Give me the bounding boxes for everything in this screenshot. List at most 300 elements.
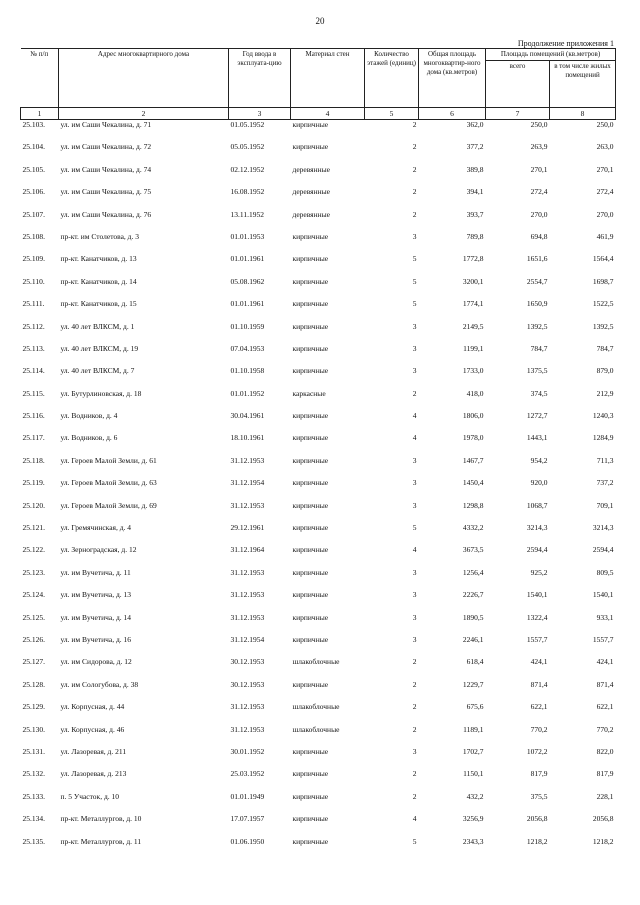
row-material: кирпичные [292, 343, 329, 353]
row-premises-living: 1564,4 [592, 254, 614, 264]
row-floors: 3 [412, 478, 417, 488]
row-number: 25.126. [22, 634, 45, 644]
row-floors: 3 [412, 343, 417, 353]
column-number: 6 [419, 108, 486, 120]
row-address: ул. им Вучетича, д. 11 [60, 567, 131, 577]
row-premises-all: 1072,2 [526, 746, 548, 756]
row-year: 31.12.1953 [230, 702, 265, 712]
row-total-area: 3200,1 [462, 276, 484, 286]
header-address: Адрес многоквартирного дома [59, 49, 229, 108]
row-address: ул. Водников, д. 6 [60, 433, 118, 443]
header-living: в том числе жилых помещений [550, 61, 616, 108]
housing-table [20, 48, 616, 859]
row-material: деревянные [292, 209, 331, 219]
row-total-area: 618,4 [466, 657, 484, 667]
row-year: 01.10.1959 [230, 321, 265, 331]
row-total-area: 1450,4 [462, 478, 484, 488]
row-number: 25.105. [22, 164, 45, 174]
row-floors: 2 [412, 388, 417, 398]
row-address: п. 5 Участок, д. 10 [60, 791, 120, 801]
row-material: кирпичные [292, 411, 329, 421]
row-floors: 5 [412, 836, 417, 846]
row-premises-all: 1392,5 [526, 321, 548, 331]
row-address: ул. Корпусная, д. 46 [60, 724, 125, 734]
row-address: ул. им Вучетича, д. 14 [60, 612, 132, 622]
row-floors: 3 [412, 321, 417, 331]
table-row [21, 165, 616, 187]
row-premises-all: 2594,4 [526, 545, 548, 555]
row-year: 01.05.1952 [230, 120, 265, 129]
row-floors: 3 [412, 231, 417, 241]
row-address: ул. Гремячинская, д. 4 [60, 523, 132, 533]
row-number: 25.132. [22, 769, 45, 779]
row-floors: 3 [412, 366, 417, 376]
row-premises-living: 871,4 [596, 679, 614, 689]
row-address: пр-кт. им Столетова, д. 3 [60, 231, 139, 241]
row-premises-living: 250,0 [596, 120, 614, 129]
table-row [21, 590, 616, 612]
row-floors: 5 [412, 254, 417, 264]
table-row [21, 232, 616, 254]
row-floors: 4 [412, 433, 417, 443]
row-floors: 3 [412, 500, 417, 510]
row-floors: 2 [412, 209, 417, 219]
table-row [21, 456, 616, 478]
table-row [21, 187, 616, 209]
row-premises-living: 1392,5 [592, 321, 614, 331]
row-number: 25.124. [22, 590, 45, 600]
row-floors: 5 [412, 276, 417, 286]
table-row [21, 120, 616, 143]
row-premises-all: 374,5 [530, 388, 548, 398]
row-address: ул. Героев Малой Земли, д. 69 [60, 500, 157, 510]
row-premises-living: 879,0 [596, 366, 614, 376]
header-material: Материал стен [291, 49, 365, 108]
table-row [21, 523, 616, 545]
table-row [21, 747, 616, 769]
row-number: 25.135. [22, 836, 45, 846]
row-premises-living: 1698,7 [592, 276, 614, 286]
row-number: 25.129. [22, 702, 45, 712]
row-year: 31.12.1964 [230, 545, 265, 555]
row-material: кирпичные [292, 120, 329, 129]
row-year: 01.01.1949 [230, 791, 265, 801]
row-address: ул. им Саши Чекалина, д. 71 [60, 120, 152, 129]
table-row [21, 837, 616, 859]
table-row [21, 725, 616, 747]
row-total-area: 1806,0 [462, 411, 484, 421]
row-floors: 5 [412, 299, 417, 309]
table-row [21, 613, 616, 635]
row-number: 25.116. [22, 411, 45, 421]
row-number: 25.103. [22, 120, 45, 129]
row-total-area: 362,0 [466, 120, 484, 129]
row-number: 25.123. [22, 567, 45, 577]
column-number: 5 [365, 108, 419, 120]
row-floors: 2 [412, 657, 417, 667]
row-premises-all: 3214,3 [526, 523, 548, 533]
row-material: кирпичные [292, 523, 329, 533]
row-premises-all: 694,8 [530, 231, 548, 241]
header-floors: Количество этажей (единиц) [365, 49, 419, 108]
row-material: кирпичные [292, 836, 329, 846]
column-number: 4 [291, 108, 365, 120]
table-row [21, 254, 616, 276]
row-material: кирпичные [292, 545, 329, 555]
row-premises-living: 272,4 [596, 187, 614, 197]
row-material: кирпичные [292, 679, 329, 689]
row-number: 25.133. [22, 791, 45, 801]
row-floors: 2 [412, 187, 417, 197]
row-total-area: 1150,1 [463, 769, 484, 779]
row-year: 31.12.1953 [230, 500, 265, 510]
table-row [21, 210, 616, 232]
row-premises-living: 1240,3 [592, 411, 614, 421]
row-material: кирпичные [292, 366, 329, 376]
row-floors: 2 [412, 679, 417, 689]
row-floors: 3 [412, 590, 417, 600]
row-address: пр-кт. Канатчиков, д. 15 [60, 299, 137, 309]
table-row [21, 680, 616, 702]
row-total-area: 1298,8 [462, 500, 484, 510]
row-address: ул. им Саши Чекалина, д. 72 [60, 142, 152, 152]
row-material: кирпичные [292, 321, 329, 331]
row-premises-living: 809,5 [596, 567, 614, 577]
row-floors: 4 [412, 545, 417, 555]
row-premises-all: 1557,7 [526, 634, 548, 644]
table-row [21, 344, 616, 366]
row-year: 01.06.1950 [230, 836, 265, 846]
row-premises-living: 270,1 [596, 164, 614, 174]
row-premises-all: 1651,6 [526, 254, 548, 264]
row-number: 25.113. [22, 343, 45, 353]
row-material: шлакоблочные [292, 724, 340, 734]
row-total-area: 2246,1 [462, 634, 484, 644]
row-address: ул. им Вучетича, д. 13 [60, 590, 132, 600]
row-floors: 5 [412, 523, 417, 533]
column-number: 2 [59, 108, 229, 120]
row-total-area: 394,1 [466, 187, 484, 197]
row-premises-living: 212,9 [596, 388, 614, 398]
row-number: 25.120. [22, 500, 45, 510]
row-year: 07.04.1953 [230, 343, 265, 353]
row-total-area: 1772,8 [462, 254, 484, 264]
header-premises-area: Площадь помещений (кв.метров) [486, 49, 616, 61]
row-premises-living: 1557,7 [592, 634, 614, 644]
row-material: кирпичные [292, 791, 329, 801]
row-premises-all: 272,4 [530, 187, 548, 197]
row-address: ул. им Сологубова, д. 38 [60, 679, 139, 689]
row-premises-all: 954,2 [530, 455, 548, 465]
header-total-area: Общая площадь многоквартир-ного дома (кв.метров) [419, 49, 486, 108]
table-body [21, 120, 616, 859]
row-year: 30.04.1961 [230, 411, 265, 421]
row-material: кирпичные [292, 500, 329, 510]
row-total-area: 1702,7 [462, 746, 484, 756]
row-material: кирпичные [292, 590, 329, 600]
row-premises-all: 1540,1 [526, 590, 548, 600]
row-number: 25.125. [22, 612, 45, 622]
row-premises-all: 1650,9 [526, 299, 548, 309]
row-total-area: 4332,2 [462, 523, 484, 533]
table-row [21, 277, 616, 299]
column-number: 1 [21, 108, 59, 120]
row-total-area: 2343,3 [462, 836, 484, 846]
row-premises-all: 925,2 [530, 567, 548, 577]
row-material: кирпичные [292, 455, 329, 465]
row-year: 05.05.1952 [230, 142, 265, 152]
row-premises-all: 1218,2 [526, 836, 548, 846]
row-premises-all: 2554,7 [526, 276, 548, 286]
row-address: ул. им Саши Чекалина, д. 75 [60, 187, 152, 197]
row-floors: 2 [412, 142, 417, 152]
row-address: ул. им Вучетича, д. 16 [60, 634, 132, 644]
row-year: 30.01.1952 [230, 746, 265, 756]
row-premises-all: 1322,4 [526, 612, 548, 622]
row-year: 30.12.1953 [230, 679, 265, 689]
table-row [21, 433, 616, 455]
row-number: 25.117. [22, 433, 45, 443]
row-year: 01.01.1961 [230, 299, 265, 309]
row-premises-living: 2056,8 [592, 814, 614, 824]
row-number: 25.111. [22, 299, 45, 309]
row-number: 25.115. [22, 388, 45, 398]
row-total-area: 675,6 [466, 702, 484, 712]
row-floors: 2 [412, 791, 417, 801]
row-floors: 3 [412, 455, 417, 465]
row-total-area: 1199,1 [463, 343, 484, 353]
row-year: 13.11.1952 [230, 209, 264, 219]
row-premises-all: 817,9 [530, 769, 548, 779]
row-material: кирпичные [292, 142, 329, 152]
row-number: 25.130. [22, 724, 45, 734]
row-premises-living: 270,0 [596, 209, 614, 219]
row-floors: 2 [412, 769, 417, 779]
row-year: 01.10.1958 [230, 366, 265, 376]
continuation-note: Продолжение приложения 1 [517, 39, 614, 48]
row-address: ул. Водников, д. 4 [60, 411, 118, 421]
row-total-area: 1256,4 [462, 567, 484, 577]
row-year: 02.12.1952 [230, 164, 265, 174]
row-address: пр-кт. Металлургов, д. 10 [60, 814, 142, 824]
row-year: 01.01.1952 [230, 388, 265, 398]
row-total-area: 1189,1 [463, 724, 484, 734]
row-total-area: 1733,0 [462, 366, 484, 376]
header-all: всего [486, 61, 550, 108]
row-premises-all: 263,9 [530, 142, 548, 152]
row-floors: 3 [412, 746, 417, 756]
row-year: 31.12.1953 [230, 567, 265, 577]
row-material: деревянные [292, 187, 331, 197]
row-total-area: 2149,5 [462, 321, 484, 331]
row-floors: 2 [412, 120, 417, 129]
row-floors: 3 [412, 612, 417, 622]
row-material: кирпичные [292, 254, 329, 264]
row-premises-living: 1522,5 [592, 299, 614, 309]
row-number: 25.107. [22, 209, 45, 219]
row-floors: 4 [412, 411, 417, 421]
row-premises-all: 1272,7 [526, 411, 548, 421]
row-address: пр-кт. Канатчиков, д. 14 [60, 276, 137, 286]
row-year: 29.12.1961 [230, 523, 265, 533]
row-material: кирпичные [292, 612, 329, 622]
table-row [21, 299, 616, 321]
row-address: ул. Бутурлиновская, д. 18 [60, 388, 142, 398]
row-address: ул. им Сидорова, д. 12 [60, 657, 132, 667]
table-row [21, 366, 616, 388]
row-year: 01.01.1961 [230, 254, 265, 264]
row-material: деревянные [292, 164, 331, 174]
row-material: кирпичные [292, 433, 329, 443]
row-total-area: 377,2 [466, 142, 484, 152]
row-premises-living: 1284,9 [592, 433, 614, 443]
row-premises-living: 2594,4 [592, 545, 614, 555]
row-premises-all: 270,1 [530, 164, 548, 174]
row-floors: 2 [412, 164, 417, 174]
row-year: 31.12.1953 [230, 590, 265, 600]
row-total-area: 1890,5 [462, 612, 484, 622]
table-row [21, 322, 616, 344]
row-premises-all: 622,1 [530, 702, 548, 712]
row-number: 25.108. [22, 231, 45, 241]
row-number: 25.110. [22, 276, 45, 286]
row-total-area: 3673,5 [462, 545, 484, 555]
row-premises-living: 817,9 [596, 769, 614, 779]
row-total-area: 1229,7 [462, 679, 484, 689]
row-material: кирпичные [292, 478, 329, 488]
row-material: кирпичные [292, 814, 329, 824]
row-premises-all: 424,1 [530, 657, 548, 667]
row-year: 25.03.1952 [230, 769, 265, 779]
table-row [21, 389, 616, 411]
table-row [21, 501, 616, 523]
row-total-area: 1774,1 [462, 299, 484, 309]
row-material: кирпичные [292, 276, 329, 286]
table-row [21, 568, 616, 590]
row-number: 25.109. [22, 254, 45, 264]
row-material: кирпичные [292, 746, 329, 756]
row-address: ул. Зерноградская, д. 12 [60, 545, 137, 555]
row-premises-living: 228,1 [596, 791, 614, 801]
table-row [21, 792, 616, 814]
header-year: Год ввода в эксплуата-цию [229, 49, 291, 108]
row-year: 01.01.1953 [230, 231, 265, 241]
table-row [21, 769, 616, 791]
row-address: ул. 40 лет ВЛКСМ, д. 1 [60, 321, 135, 331]
page-number: 20 [315, 16, 325, 26]
row-floors: 4 [412, 814, 417, 824]
row-number: 25.119. [22, 478, 45, 488]
row-premises-living: 711,3 [596, 455, 614, 465]
row-premises-living: 461,9 [596, 231, 614, 241]
row-total-area: 418,0 [466, 388, 484, 398]
row-premises-all: 250,0 [530, 120, 548, 129]
row-year: 16.08.1952 [230, 187, 265, 197]
table-row [21, 411, 616, 433]
row-premises-all: 784,7 [530, 343, 548, 353]
row-address: ул. им Саши Чекалина, д. 74 [60, 164, 152, 174]
row-premises-living: 784,7 [596, 343, 614, 353]
row-total-area: 789,8 [466, 231, 484, 241]
row-premises-living: 822,0 [596, 746, 614, 756]
row-material: шлакоблочные [292, 657, 340, 667]
row-total-area: 393,7 [466, 209, 484, 219]
row-premises-living: 1218,2 [592, 836, 614, 846]
table-row [21, 142, 616, 164]
row-premises-all: 1068,7 [526, 500, 548, 510]
row-premises-all: 270,0 [530, 209, 548, 219]
row-address: пр-кт. Канатчиков, д. 13 [60, 254, 137, 264]
row-year: 31.12.1954 [230, 634, 265, 644]
table-row [21, 702, 616, 724]
row-number: 25.131. [22, 746, 45, 756]
row-number: 25.104. [22, 142, 45, 152]
table-row [21, 545, 616, 567]
row-premises-all: 871,4 [530, 679, 548, 689]
row-premises-all: 2056,8 [526, 814, 548, 824]
row-year: 18.10.1961 [230, 433, 265, 443]
row-number: 25.121. [22, 523, 45, 533]
table-row [21, 657, 616, 679]
row-material: кирпичные [292, 231, 329, 241]
row-premises-all: 770,2 [530, 724, 548, 734]
table-row [21, 478, 616, 500]
row-premises-living: 3214,3 [592, 523, 614, 533]
row-premises-living: 709,1 [596, 500, 614, 510]
row-address: ул. 40 лет ВЛКСМ, д. 7 [60, 366, 135, 376]
row-address: ул. Лазоревая, д. 213 [60, 769, 127, 779]
row-premises-living: 263,0 [596, 142, 614, 152]
row-number: 25.114. [22, 366, 45, 376]
row-number: 25.128. [22, 679, 45, 689]
row-year: 05.08.1962 [230, 276, 265, 286]
row-premises-all: 375,5 [530, 791, 548, 801]
table-row [21, 814, 616, 836]
column-number: 3 [229, 108, 291, 120]
row-address: ул. им Саши Чекалина, д. 76 [60, 209, 152, 219]
row-material: кирпичные [292, 299, 329, 309]
row-number: 25.127. [22, 657, 45, 667]
row-address: ул. Героев Малой Земли, д. 63 [60, 478, 157, 488]
row-premises-living: 1540,1 [592, 590, 614, 600]
row-floors: 2 [412, 702, 417, 712]
row-total-area: 3256,9 [462, 814, 484, 824]
row-total-area: 389,8 [466, 164, 484, 174]
row-year: 31.12.1953 [230, 724, 265, 734]
row-address: ул. Героев Малой Земли, д. 61 [60, 455, 157, 465]
row-floors: 3 [412, 634, 417, 644]
row-number: 25.134. [22, 814, 45, 824]
row-premises-living: 770,2 [596, 724, 614, 734]
row-material: каркасные [292, 388, 326, 398]
row-year: 31.12.1953 [230, 455, 265, 465]
row-number: 25.118. [22, 455, 45, 465]
table-row [21, 635, 616, 657]
row-floors: 2 [412, 724, 417, 734]
row-year: 31.12.1953 [230, 612, 265, 622]
row-premises-all: 1443,1 [526, 433, 548, 443]
row-premises-living: 737,2 [596, 478, 614, 488]
row-premises-all: 1375,5 [526, 366, 548, 376]
row-total-area: 1467,7 [462, 455, 484, 465]
row-premises-all: 920,0 [530, 478, 548, 488]
row-address: пр-кт. Металлургов, д. 11 [60, 836, 142, 846]
column-number: 7 [486, 108, 550, 120]
row-year: 17.07.1957 [230, 814, 265, 824]
row-number: 25.122. [22, 545, 45, 555]
row-total-area: 2226,7 [462, 590, 484, 600]
row-premises-living: 424,1 [596, 657, 614, 667]
